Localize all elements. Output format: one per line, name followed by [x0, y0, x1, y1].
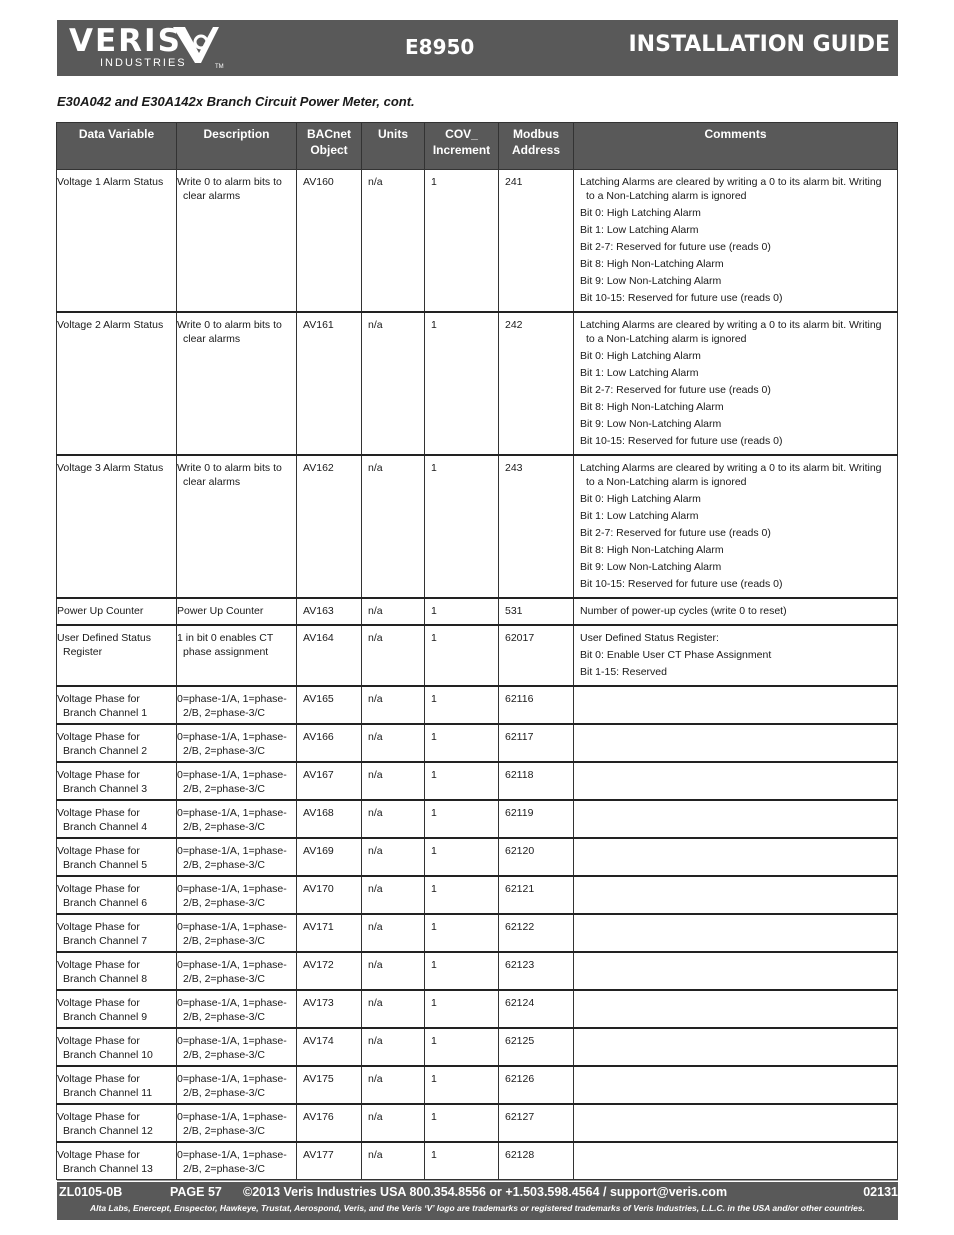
- units-cell: n/a: [362, 170, 425, 313]
- units-cell: n/a: [362, 598, 425, 625]
- units-cell: n/a: [362, 724, 425, 762]
- cov-increment-cell: 1: [425, 1104, 499, 1142]
- description-cell: 0=phase-1/A, 1=phase-2/B, 2=phase-3/C: [177, 724, 297, 762]
- comment-line: Bit 9: Low Non-Latching Alarm: [580, 561, 722, 573]
- comment-line: Bit 8: High Non-Latching Alarm: [580, 544, 724, 556]
- units-cell: n/a: [362, 1104, 425, 1142]
- units-cell: n/a: [362, 952, 425, 990]
- units-cell: n/a: [362, 876, 425, 914]
- comment-line: Latching Alarms are cleared by writing a 0 to its alarm bit. Writing to a Non-Latching alarm is ignored: [580, 176, 882, 202]
- column-header: Comments: [574, 123, 898, 170]
- data-variable-cell: Voltage Phase for Branch Channel 10: [57, 1028, 177, 1066]
- units-cell: n/a: [362, 455, 425, 598]
- description-cell: 0=phase-1/A, 1=phase-2/B, 2=phase-3/C: [177, 952, 297, 990]
- units-cell: n/a: [362, 838, 425, 876]
- comment-line: Bit 9: Low Non-Latching Alarm: [580, 275, 722, 287]
- cov-increment-cell: 1: [425, 990, 499, 1028]
- cov-increment-cell: 1: [425, 625, 499, 686]
- units-cell: n/a: [362, 312, 425, 455]
- cov-increment-cell: 1: [425, 724, 499, 762]
- bacnet-object-cell: AV177: [297, 1142, 362, 1180]
- comment-line: Bit 0: High Latching Alarm: [580, 207, 701, 219]
- bacnet-object-cell: AV170: [297, 876, 362, 914]
- data-variable-cell: Voltage Phase for Branch Channel 12: [57, 1104, 177, 1142]
- data-variable-cell: Voltage Phase for Branch Channel 6: [57, 876, 177, 914]
- bacnet-object-cell: AV168: [297, 800, 362, 838]
- units-cell: n/a: [362, 625, 425, 686]
- comment-line: Bit 10-15: Reserved for future use (reads 0): [580, 435, 783, 447]
- units-cell: n/a: [362, 1028, 425, 1066]
- table-body: [57, 170, 898, 1180]
- column-header: Description: [177, 123, 297, 170]
- trademark-symbol: TM: [215, 64, 224, 70]
- page-header: [57, 20, 898, 76]
- column-header: BACnet Object: [297, 123, 362, 170]
- comments-cell: [574, 312, 898, 455]
- comment-line: Bit 10-15: Reserved for future use (reads 0): [580, 578, 783, 590]
- comment-line: Bit 1: Low Latching Alarm: [580, 224, 699, 236]
- comments-cell: [574, 686, 898, 724]
- cov-increment-cell: 1: [425, 800, 499, 838]
- data-variable-cell: User Defined Status Register: [57, 625, 177, 686]
- description-cell: 0=phase-1/A, 1=phase-2/B, 2=phase-3/C: [177, 762, 297, 800]
- modbus-address-cell: 62117: [499, 724, 574, 762]
- comment-line: Bit 9: Low Non-Latching Alarm: [580, 418, 722, 430]
- data-variable-cell: Voltage Phase for Branch Channel 11: [57, 1066, 177, 1104]
- comments-cell: [574, 455, 898, 598]
- comment-line: Bit 8: High Non-Latching Alarm: [580, 401, 724, 413]
- comments-cell: [574, 838, 898, 876]
- description-cell: Write 0 to alarm bits to clear alarms: [177, 312, 297, 455]
- bacnet-object-cell: AV160: [297, 170, 362, 313]
- modbus-address-cell: 62122: [499, 914, 574, 952]
- bacnet-object-cell: AV166: [297, 724, 362, 762]
- modbus-address-cell: 62126: [499, 1066, 574, 1104]
- comments-cell: [574, 952, 898, 990]
- data-variable-cell: Voltage Phase for Branch Channel 1: [57, 686, 177, 724]
- cov-increment-cell: 1: [425, 598, 499, 625]
- modbus-address-cell: 62127: [499, 1104, 574, 1142]
- veris-v-logo-icon: [171, 25, 221, 65]
- modbus-address-cell: 62125: [499, 1028, 574, 1066]
- modbus-address-cell: 531: [499, 598, 574, 625]
- table-row: [57, 952, 898, 990]
- comment-line: Bit 1: Low Latching Alarm: [580, 367, 699, 379]
- data-variable-cell: Power Up Counter: [57, 598, 177, 625]
- comment-line: Bit 0: High Latching Alarm: [580, 350, 701, 362]
- table-header-row: [57, 123, 898, 170]
- comments-cell: [574, 625, 898, 686]
- bacnet-object-cell: AV173: [297, 990, 362, 1028]
- footer-info-line: [57, 1185, 898, 1203]
- footer-document-number: ZL0105-0B: [59, 1185, 123, 1199]
- units-cell: n/a: [362, 686, 425, 724]
- comment-line: Bit 10-15: Reserved for future use (reads 0): [580, 292, 783, 304]
- footer-date-code: 02131: [863, 1185, 898, 1199]
- cov-increment-cell: 1: [425, 1142, 499, 1180]
- comments-cell: [574, 724, 898, 762]
- comment-line: Bit 0: High Latching Alarm: [580, 493, 701, 505]
- description-cell: 0=phase-1/A, 1=phase-2/B, 2=phase-3/C: [177, 914, 297, 952]
- data-variable-cell: Voltage 2 Alarm Status: [57, 312, 177, 455]
- table-row: [57, 724, 898, 762]
- table-row: [57, 170, 898, 313]
- cov-increment-cell: 1: [425, 952, 499, 990]
- data-variable-cell: Voltage Phase for Branch Channel 9: [57, 990, 177, 1028]
- table-row: [57, 1142, 898, 1180]
- bacnet-object-cell: AV172: [297, 952, 362, 990]
- comment-line: Bit 0: Enable User CT Phase Assignment: [580, 649, 772, 661]
- units-cell: n/a: [362, 800, 425, 838]
- units-cell: n/a: [362, 1066, 425, 1104]
- cov-increment-cell: 1: [425, 838, 499, 876]
- table-row: [57, 990, 898, 1028]
- comment-line: Bit 8: High Non-Latching Alarm: [580, 258, 724, 270]
- description-cell: Power Up Counter: [177, 598, 297, 625]
- description-cell: 0=phase-1/A, 1=phase-2/B, 2=phase-3/C: [177, 838, 297, 876]
- modbus-address-cell: 62118: [499, 762, 574, 800]
- comments-cell: [574, 762, 898, 800]
- section-title: E30A042 and E30A142x Branch Circuit Power Meter, cont.: [57, 94, 415, 109]
- description-cell: 0=phase-1/A, 1=phase-2/B, 2=phase-3/C: [177, 686, 297, 724]
- cov-increment-cell: 1: [425, 312, 499, 455]
- data-variable-cell: Voltage Phase for Branch Channel 5: [57, 838, 177, 876]
- column-header: Modbus Address: [499, 123, 574, 170]
- table-row: [57, 455, 898, 598]
- bacnet-object-cell: AV174: [297, 1028, 362, 1066]
- table-row: [57, 762, 898, 800]
- cov-increment-cell: 1: [425, 170, 499, 313]
- document-type-title: INSTALLATION GUIDE: [628, 32, 890, 57]
- data-variable-cell: Voltage Phase for Branch Channel 4: [57, 800, 177, 838]
- comments-cell: [574, 1028, 898, 1066]
- data-variable-cell: Voltage 3 Alarm Status: [57, 455, 177, 598]
- table-row: [57, 625, 898, 686]
- table-row: [57, 312, 898, 455]
- description-cell: 0=phase-1/A, 1=phase-2/B, 2=phase-3/C: [177, 1104, 297, 1142]
- modbus-address-cell: 62116: [499, 686, 574, 724]
- units-cell: n/a: [362, 1142, 425, 1180]
- modbus-address-cell: 62124: [499, 990, 574, 1028]
- comments-cell: [574, 990, 898, 1028]
- description-cell: 0=phase-1/A, 1=phase-2/B, 2=phase-3/C: [177, 990, 297, 1028]
- table-row: [57, 598, 898, 625]
- document-model-id: E8950: [405, 35, 475, 59]
- footer-page-number: PAGE 57: [170, 1185, 222, 1199]
- bacnet-object-cell: AV161: [297, 312, 362, 455]
- veris-logo-wordmark: VERIS: [69, 23, 182, 59]
- modbus-address-cell: 62128: [499, 1142, 574, 1180]
- bacnet-object-cell: AV164: [297, 625, 362, 686]
- footer-divider: [57, 1180, 898, 1181]
- units-cell: n/a: [362, 990, 425, 1028]
- data-variable-cell: Voltage Phase for Branch Channel 13: [57, 1142, 177, 1180]
- comment-line: Bit 2-7: Reserved for future use (reads 0): [580, 241, 771, 253]
- comment-line: Bit 2-7: Reserved for future use (reads 0): [580, 384, 771, 396]
- data-variable-cell: Voltage Phase for Branch Channel 8: [57, 952, 177, 990]
- comments-cell: [574, 800, 898, 838]
- comments-cell: [574, 1104, 898, 1142]
- modbus-address-cell: 62120: [499, 838, 574, 876]
- page-footer: [57, 1182, 898, 1220]
- table-row: [57, 838, 898, 876]
- bacnet-object-cell: AV176: [297, 1104, 362, 1142]
- description-cell: 0=phase-1/A, 1=phase-2/B, 2=phase-3/C: [177, 800, 297, 838]
- modbus-address-cell: 62017: [499, 625, 574, 686]
- description-cell: Write 0 to alarm bits to clear alarms: [177, 455, 297, 598]
- data-variable-cell: Voltage Phase for Branch Channel 2: [57, 724, 177, 762]
- comment-line: User Defined Status Register:: [580, 632, 719, 644]
- comment-line: Latching Alarms are cleared by writing a 0 to its alarm bit. Writing to a Non-Latching alarm is ignored: [580, 462, 882, 488]
- comments-cell: [574, 170, 898, 313]
- comments-cell: [574, 598, 898, 625]
- comment-line: Number of power-up cycles (write 0 to reset): [580, 605, 787, 617]
- bacnet-object-cell: AV175: [297, 1066, 362, 1104]
- comment-line: Bit 1-15: Reserved: [580, 666, 667, 678]
- table-row: [57, 914, 898, 952]
- bacnet-object-cell: AV171: [297, 914, 362, 952]
- veris-logo-subtext: INDUSTRIES: [100, 57, 187, 69]
- modbus-address-cell: 62123: [499, 952, 574, 990]
- modbus-address-cell: 243: [499, 455, 574, 598]
- cov-increment-cell: 1: [425, 686, 499, 724]
- description-cell: 0=phase-1/A, 1=phase-2/B, 2=phase-3/C: [177, 1066, 297, 1104]
- comments-cell: [574, 1142, 898, 1180]
- bacnet-data-table: [56, 122, 898, 1180]
- description-cell: 0=phase-1/A, 1=phase-2/B, 2=phase-3/C: [177, 876, 297, 914]
- table-row: [57, 800, 898, 838]
- comment-line: Latching Alarms are cleared by writing a 0 to its alarm bit. Writing to a Non-Latching alarm is ignored: [580, 319, 882, 345]
- cov-increment-cell: 1: [425, 1028, 499, 1066]
- cov-increment-cell: 1: [425, 914, 499, 952]
- cov-increment-cell: 1: [425, 876, 499, 914]
- modbus-address-cell: 62121: [499, 876, 574, 914]
- description-cell: 0=phase-1/A, 1=phase-2/B, 2=phase-3/C: [177, 1142, 297, 1180]
- comment-line: Bit 2-7: Reserved for future use (reads 0): [580, 527, 771, 539]
- table-row: [57, 876, 898, 914]
- data-variable-cell: Voltage Phase for Branch Channel 7: [57, 914, 177, 952]
- cov-increment-cell: 1: [425, 455, 499, 598]
- description-cell: 0=phase-1/A, 1=phase-2/B, 2=phase-3/C: [177, 1028, 297, 1066]
- footer-contact-info: ©2013 Veris Industries USA 800.354.8556 or +1.503.598.4564 / support@veris.com: [243, 1185, 728, 1199]
- footer-trademark-notice: Alta Labs, Enercept, Enspector, Hawkeye, Trustat, Aerospond, Veris, and the Veris ‘V’ logo are trademarks or registered trademarks of Veris Industries, L.L.C. in the USA and/or other countries.: [90, 1203, 865, 1213]
- table-row: [57, 686, 898, 724]
- units-cell: n/a: [362, 762, 425, 800]
- description-cell: 1 in bit 0 enables CT phase assignment: [177, 625, 297, 686]
- modbus-address-cell: 241: [499, 170, 574, 313]
- bacnet-object-cell: AV169: [297, 838, 362, 876]
- description-cell: Write 0 to alarm bits to clear alarms: [177, 170, 297, 313]
- cov-increment-cell: 1: [425, 1066, 499, 1104]
- cov-increment-cell: 1: [425, 762, 499, 800]
- modbus-address-cell: 242: [499, 312, 574, 455]
- units-cell: n/a: [362, 914, 425, 952]
- bacnet-object-cell: AV162: [297, 455, 362, 598]
- data-variable-cell: Voltage 1 Alarm Status: [57, 170, 177, 313]
- data-variable-cell: Voltage Phase for Branch Channel 3: [57, 762, 177, 800]
- bacnet-object-cell: AV167: [297, 762, 362, 800]
- table-row: [57, 1066, 898, 1104]
- comments-cell: [574, 876, 898, 914]
- comments-cell: [574, 914, 898, 952]
- column-header: Data Variable: [57, 123, 177, 170]
- column-header: Units: [362, 123, 425, 170]
- comment-line: Bit 1: Low Latching Alarm: [580, 510, 699, 522]
- column-header: COV_ Increment: [425, 123, 499, 170]
- table-row: [57, 1028, 898, 1066]
- comments-cell: [574, 1066, 898, 1104]
- table-row: [57, 1104, 898, 1142]
- modbus-address-cell: 62119: [499, 800, 574, 838]
- bacnet-object-cell: AV163: [297, 598, 362, 625]
- bacnet-object-cell: AV165: [297, 686, 362, 724]
